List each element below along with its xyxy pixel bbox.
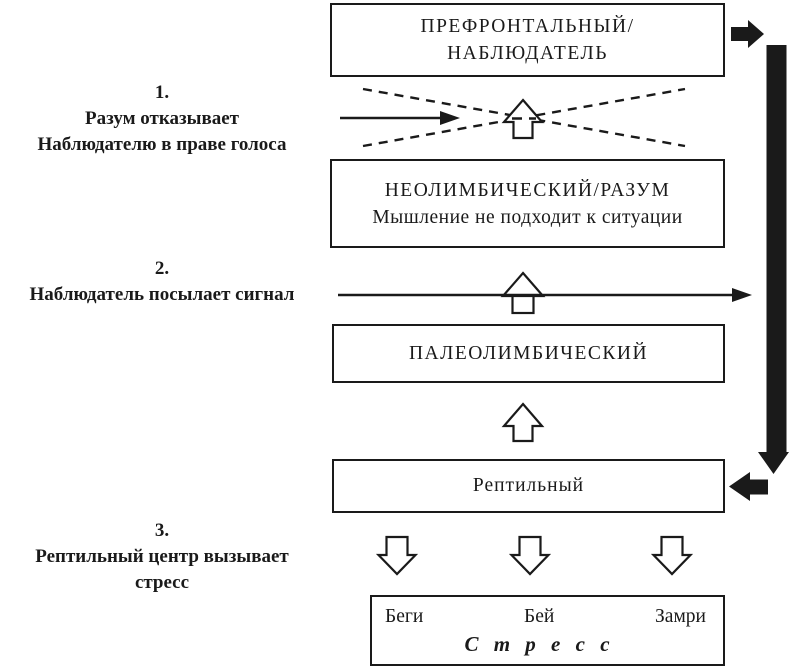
stress-response-row	[372, 604, 723, 630]
step-label-2	[0, 256, 324, 308]
step-text-line: стресс	[134, 572, 190, 593]
up-arrow-icon	[504, 404, 542, 441]
box-neolimbic-subtitle: Мышление не подходит к ситуации	[372, 206, 683, 228]
down-arrow-flee-icon	[379, 537, 416, 574]
response-fight: Бей	[524, 606, 555, 627]
response-flee: Беги	[385, 606, 424, 627]
up-arrow-icon	[504, 100, 542, 138]
thick-left-arrow-icon	[729, 472, 768, 501]
thick-right-arrow-icon	[731, 20, 764, 48]
response-freeze: Замри	[655, 606, 706, 627]
step-text-line: Наблюдатель посылает сигнал	[29, 284, 295, 305]
box-reptilian	[332, 459, 725, 513]
stress-word: С т р е с с	[464, 632, 615, 656]
box-reptilian-title: Рептильный	[472, 475, 585, 496]
step-number: 2.	[154, 258, 170, 279]
step-text-line: Разум отказывает	[84, 108, 240, 129]
step-number: 3.	[154, 520, 170, 541]
box-neolimbic-title: НЕОЛИМБИЧЕСКИЙ/РАЗУМ	[384, 179, 671, 201]
down-arrow-fight-icon	[512, 537, 549, 574]
mind-refuses-arrow	[340, 111, 460, 125]
step-text-line: Рептильный центр вызывает	[35, 546, 289, 567]
step-label-1	[0, 80, 324, 158]
box-prefrontal-observer	[330, 3, 725, 77]
up-arrow-icon	[503, 273, 543, 313]
box-paleolimbic	[332, 324, 725, 383]
thick-down-arrow-icon	[758, 45, 789, 474]
box-prefrontal-line2: НАБЛЮДАТЕЛЬ	[447, 43, 608, 64]
observer-signal-arrow	[338, 288, 752, 302]
box-neolimbic-mind	[330, 159, 725, 248]
step-label-3	[0, 518, 324, 596]
box-prefrontal-line1: ПРЕФРОНТАЛЬНЫЙ/	[420, 16, 635, 37]
box-stress-responses	[370, 595, 725, 666]
box-paleolimbic-title: ПАЛЕОЛИМБИЧЕСКИЙ	[408, 343, 649, 364]
down-arrow-freeze-icon	[654, 537, 691, 574]
step-text-line: Наблюдателю в праве голоса	[37, 134, 287, 155]
step-number: 1.	[154, 82, 170, 103]
